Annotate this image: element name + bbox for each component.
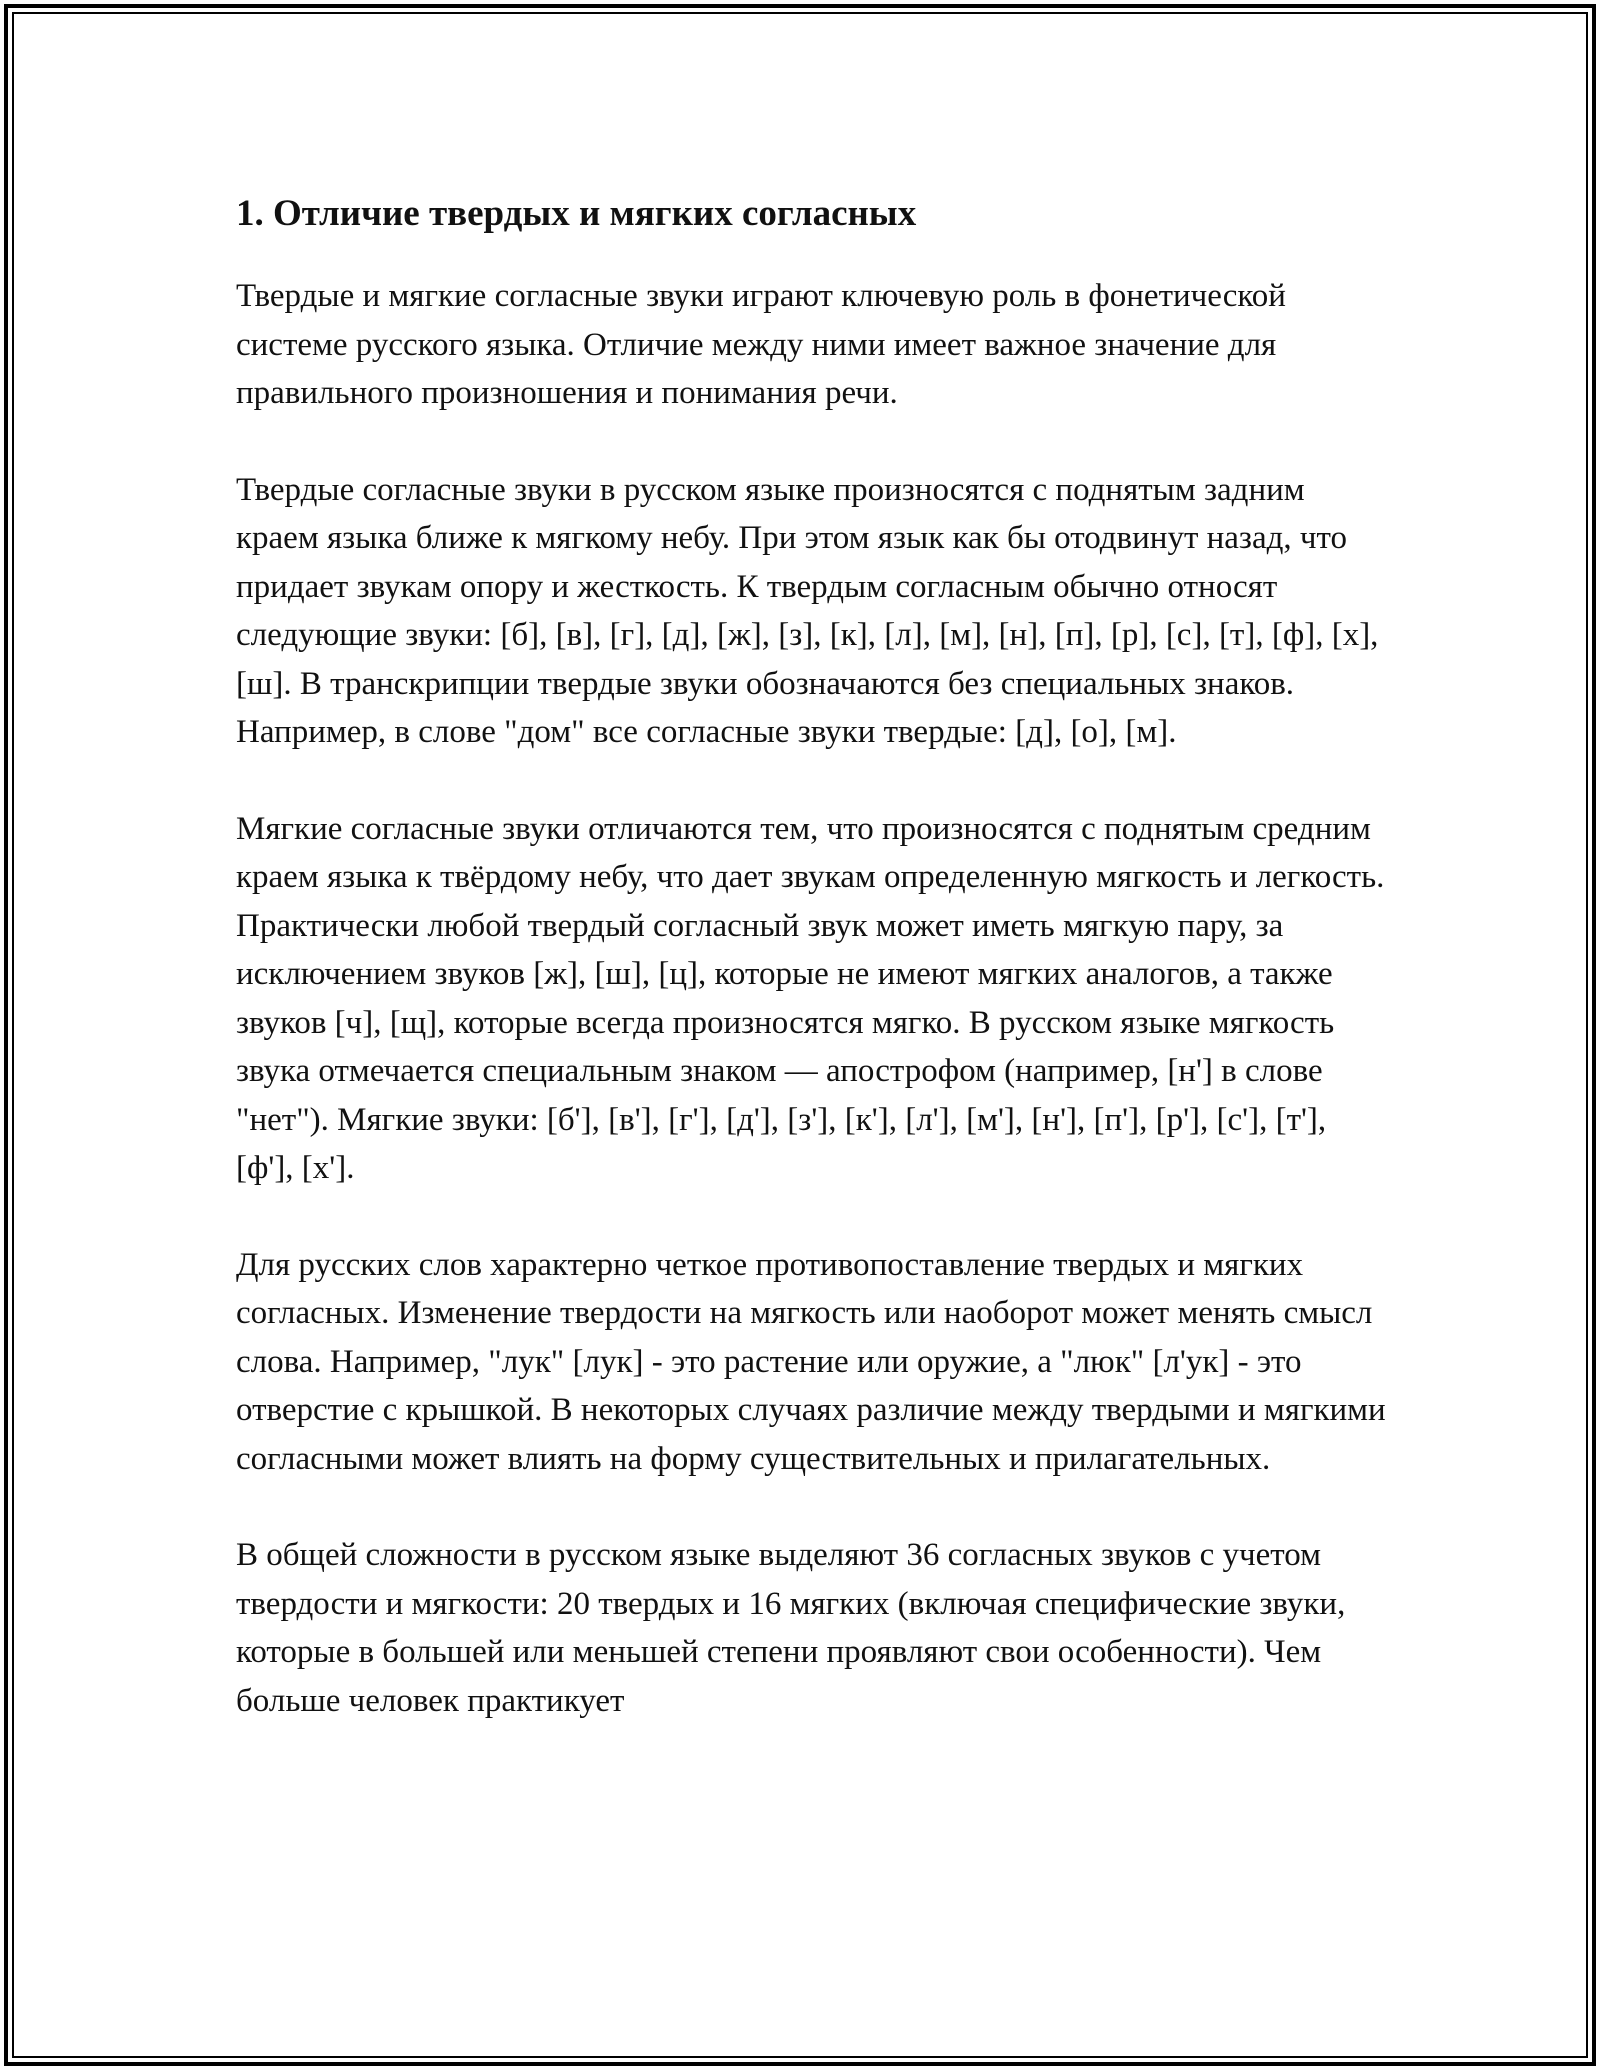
paragraph-summary: В общей сложности в русском языке выделяют 36 согласных звуков с учетом твердости и мягкости: 20 твердых и 16 мягких (включая специфические звуки, которые в большей или меньшей степени проявляют свои особенности). Чем больше человек практикует: [236, 1537, 1346, 1719]
paragraph-intro: Твердые и мягкие согласные звуки играют ключевую роль в фонетической системе русского языка. Отличие между ними имеет важное значение для правильного произношения и понимания речи.: [236, 278, 1286, 411]
section-title: 1. Отличие твердых и мягких согласных: [236, 193, 917, 234]
paragraph-soft-consonants: Мягкие согласные звуки отличаются тем, что произносятся с поднятым средним краем языка к твёрдому небу, что дает звукам определенную мягкость и легкость. Практически любой твердый согласный звук может иметь мягкую пару, за исключением звуков [ж], [ш], [ц], которые не имеют мягких аналогов, а также звуков [ч], [щ], которые всегда произносятся мягко. В русском языке мягкость звука отмечается специальным знаком — апострофом (например, [н'] в слове "нет"). Мягкие звуки: [б'], [в'], [г'], [д'], [з'], [к'], [л'], [м'], [н'], [п'], [р'], [с'], [т'], [ф'], [х'].: [236, 810, 1385, 1186]
document-body: [236, 186, 1386, 1773]
paragraph-contrast: Для русских слов характерно четкое противопоставление твердых и мягких согласных. Изменение твердости на мягкость или наоборот может менять смысл слова. Например, "лук" [лук] - это растение или оружие, а "люк" [л'ук] - это отверстие с крышкой. В некоторых случаях различие между твердыми и мягкими согласными может влиять на форму существительных и прилагательных.: [236, 1246, 1386, 1477]
paragraph-hard-consonants: Твердые согласные звуки в русском языке произносятся с поднятым задним краем языка ближе к мягкому небу. При этом язык как бы отодвинут назад, что придает звукам опору и жесткость. К твердым согласным обычно относят следующие звуки: [б], [в], [г], [д], [ж], [з], [к], [л], [м], [н], [п], [р], [с], [т], [ф], [х], [ш]. В транскрипции твердые звуки обозначаются без специальных знаков. Например, в слове "дом" все согласные звуки твердые: [д], [о], [м].: [236, 471, 1379, 750]
